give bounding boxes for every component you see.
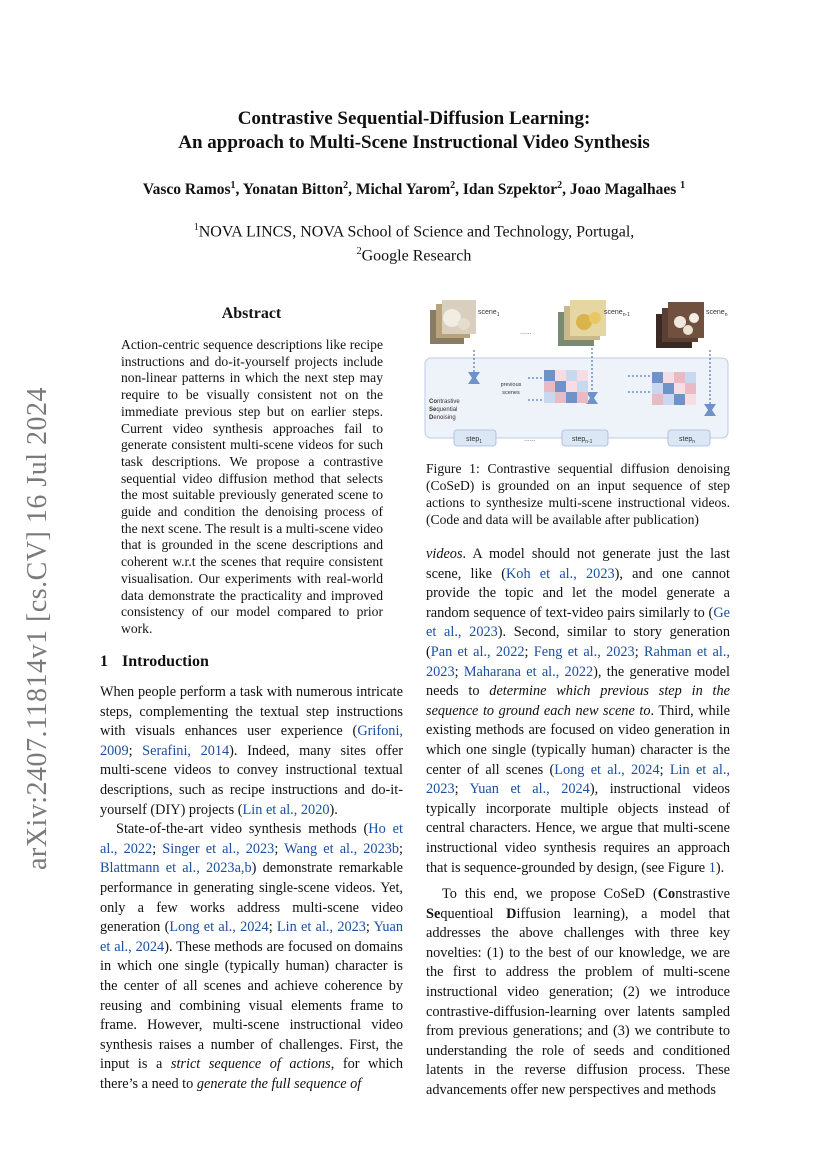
text-run: ; <box>128 742 143 759</box>
author-name: Michal Yarom <box>355 181 451 199</box>
citation-link[interactable]: Rahman et al., 2023 <box>426 643 731 680</box>
citation-link[interactable]: Blattmann et al., 2023a,b <box>100 860 252 877</box>
citation-link[interactable]: Wang et al., 2023b <box>284 840 400 857</box>
scene-n-thumbnail <box>656 302 704 348</box>
text-run: ; <box>274 840 285 857</box>
text-run: ; <box>454 663 464 680</box>
paper-title <box>100 107 728 155</box>
abstract-body: Action-centric sequence descriptions like recipe instructions and do-it-yourself projects include non-linear patterns in which the next step may require to be visually consistent not on the immediate previous step but on earlier steps. Current video synthesis approaches fail to generate consistent multi-scene videos for such task descriptions. We propose a contrastive sequential video diffusion method that selects the most suitable previously generated scene to guide and condition the denoising process of the next scene. The result is a multi-scene video that is grounded in the scene descriptions and coherent w.r.t the scenes that require consistent visualisation. Our experiments with real-world data demonstrate the practicality and improved consistency of our model compared to prior work. <box>121 337 383 636</box>
citation-link[interactable]: Long et al., 2024 <box>169 919 269 936</box>
text-run: ), the generative model needs to <box>426 663 730 700</box>
author-affil-mark: 2 <box>450 180 456 191</box>
scene-n-label: scene$_n$ <box>706 309 728 318</box>
scene-1-label: scene$_1$ <box>478 309 500 318</box>
text-run: ; <box>365 919 374 936</box>
text-run: ), instructional videos typically incorporate multiple objects instead of central characters. Hence, we argue that multi-scene instructional video synthesis requires an approach that is sequence-grounded by design, (see Figure <box>426 781 730 876</box>
citation-link[interactable]: Yuan et al., 2024 <box>100 919 404 955</box>
citation-link[interactable]: Maharana et al., 2022 <box>463 663 594 680</box>
text-run: When people perform a task with numerous intricate steps, complementing the textual step instructions with visuals enhances user experience ( <box>100 684 403 740</box>
affil-text: NOVA LINCS, NOVA School of Science and Technology, Portugal, <box>198 223 635 241</box>
author-affil-mark: 2 <box>343 180 349 191</box>
scene-n-1-label: scene$_{n-1}$ <box>604 309 630 318</box>
text-run: ; <box>454 781 470 798</box>
cosed-label: Contrastive Sequential Denoising <box>429 399 460 421</box>
text-run: ). <box>329 801 338 818</box>
section-number: 1 <box>100 653 108 670</box>
emphasis: determine which previous step in the sequence to ground each new scene to <box>426 683 730 719</box>
author-list: Vasco Ramos$^1$, Yonatan Bitton$^2$, Michal Yarom$^2$, Idan Szpektor$^2$, Joao Magalhaes $^1$ <box>142 180 686 199</box>
citation-link[interactable]: Lin et al., 2023 <box>426 761 730 798</box>
previous-scenes-label: previous scenes <box>500 382 522 396</box>
figure-caption: Figure 1: Contrastive sequential diffusion denoising (CoSeD) is grounded on an input sequence of step actions to synthesize multi-scene instructional videos. (Code and data will be available after publication) <box>426 461 730 527</box>
steps-ellipsis: ...... <box>524 436 536 443</box>
text-run: ). These methods are focused on domains in which one single (typically human) character is the center of all scenes and achieve coherence by reusing and combining visual elements frame to frame. However, multi-scene instructional video synthesis raises a number of challenges. First, the input is a <box>100 938 403 1073</box>
text-run: To this end, we propose CoSeD ( <box>442 886 658 903</box>
text-run: nstrastive <box>675 886 730 903</box>
title-line-2: An approach to Multi-Scene Instructional Video Synthesis <box>178 132 650 153</box>
bold-letters: D <box>506 905 517 922</box>
affiliation-1 <box>100 218 728 242</box>
paragraph <box>100 683 403 820</box>
text-run: iffusion learning), a model that addresses the above challenges with three key novelties: (1) to the best of our knowledge, we are the first to address the problem of multi-scene instructional video generation; (2) we introduce contrastive-diffusion-learning over latents sampled from previous generations; and (3) we contribute to understanding the role of seeds and conditioned latents in the reverse diffusion process. These advancements offer new perspectives and methods <box>426 905 730 1099</box>
text-run: ; <box>634 643 644 660</box>
citation-link[interactable]: Ho et al., 2022 <box>100 821 403 857</box>
citation-link[interactable]: Singer et al., 2023 <box>162 840 275 857</box>
similarity-matrix-2 <box>652 372 696 405</box>
emphasis: videos <box>426 546 463 562</box>
section-title: Introduction <box>122 653 209 670</box>
left-column-text <box>100 683 403 1094</box>
scenes-ellipsis: ...... <box>520 329 532 336</box>
author-affil-mark: 2 <box>557 180 563 191</box>
text-run: , for which there’s a need to <box>100 1056 403 1092</box>
author-affil-mark: 1 <box>680 180 686 191</box>
author-name: Yonatan Bitton <box>242 181 344 199</box>
affil-mark: 1 <box>193 222 199 233</box>
paragraph <box>426 545 730 878</box>
arxiv-stamp <box>18 370 58 870</box>
citation-link[interactable]: Long et al., 2024 <box>554 761 660 778</box>
citation-link[interactable]: Ge et al., 2023 <box>426 604 730 641</box>
affil-mark: 2 <box>356 246 362 258</box>
author-affil-mark: 1 <box>230 180 236 191</box>
author-name: Idan Szpektor <box>462 181 558 199</box>
scene-n-1-thumbnail <box>558 300 606 346</box>
abstract-heading: Abstract <box>221 305 282 322</box>
paragraph <box>100 820 403 1094</box>
affiliations <box>100 218 728 267</box>
emphasis: generate the full sequence of <box>196 1075 362 1092</box>
text-run: ; <box>399 840 403 857</box>
paragraph <box>426 885 730 1101</box>
scene-1-thumbnail <box>430 300 476 344</box>
text-run: ). Indeed, many sites offer multi-scene videos to convey instructional textual descriptions, such as recipe instructions and do-it-yourself (DIY) projects ( <box>100 742 404 818</box>
citation-link[interactable]: Feng et al., 2023 <box>533 643 635 660</box>
text-run: State-of-the-art video synthesis methods ( <box>116 821 369 838</box>
author-name: Vasco Ramos <box>142 181 231 199</box>
bold-letters: Se <box>426 905 441 922</box>
step-n-1-label: step$_{n-1}$ <box>572 436 593 445</box>
arxiv-id: arXiv:2407.11814v1 [cs.CV] 16 Jul 2024 <box>22 386 53 870</box>
citation-link[interactable]: Pan et al., 2022 <box>430 643 525 660</box>
text-run: ) demonstrate remarkable performance in generating single-scene videos. Yet, only a few works address multi-scene video generation ( <box>100 860 404 936</box>
step-n-label: step$_n$ <box>679 436 696 445</box>
text-run: . Third, while existing methods are focused on video generation in which one single (typically human) character is the center of all scenes ( <box>426 702 730 778</box>
citation-link[interactable]: Serafini, 2014 <box>142 742 230 759</box>
author-name: Joao Magalhaes <box>569 181 677 199</box>
section-heading <box>100 653 209 671</box>
right-column-text <box>426 545 730 1101</box>
text-run: quentioal <box>440 905 507 922</box>
citation-link[interactable]: Koh et al., 2023 <box>505 565 615 582</box>
text-run: ; <box>268 919 277 936</box>
affil-text: Google Research <box>361 247 472 265</box>
citation-link[interactable]: Lin et al., 2023 <box>276 919 366 936</box>
text-run: ). Second, similar to story generation ( <box>426 624 730 660</box>
text-run: ; <box>524 643 534 660</box>
title-line-1: Contrastive Sequential-Diffusion Learning: <box>237 108 591 129</box>
similarity-matrix-1 <box>544 370 588 403</box>
affiliation-2 <box>100 242 728 266</box>
bold-letters: Co <box>657 886 676 903</box>
citation-link[interactable]: Lin et al., 2020 <box>242 801 330 818</box>
text-run: ; <box>659 761 670 778</box>
figure-1-diagram <box>424 300 730 452</box>
citation-link[interactable]: Yuan et al., 2024 <box>469 781 590 798</box>
figure-ref-link[interactable]: 1 <box>708 859 716 876</box>
text-run: ; <box>152 840 163 857</box>
text-run: ). <box>715 859 725 876</box>
emphasis: strict sequence of actions <box>170 1056 331 1073</box>
text-run: ), and one cannot provide the topic and let the model generate a random sequence of text-video pairs similarly to ( <box>426 565 731 621</box>
step-1-label: step$_1$ <box>466 436 483 445</box>
text-run: . A model should not generate just the last scene, like ( <box>426 546 730 582</box>
citation-link[interactable]: Grifoni, 2009 <box>100 723 403 759</box>
